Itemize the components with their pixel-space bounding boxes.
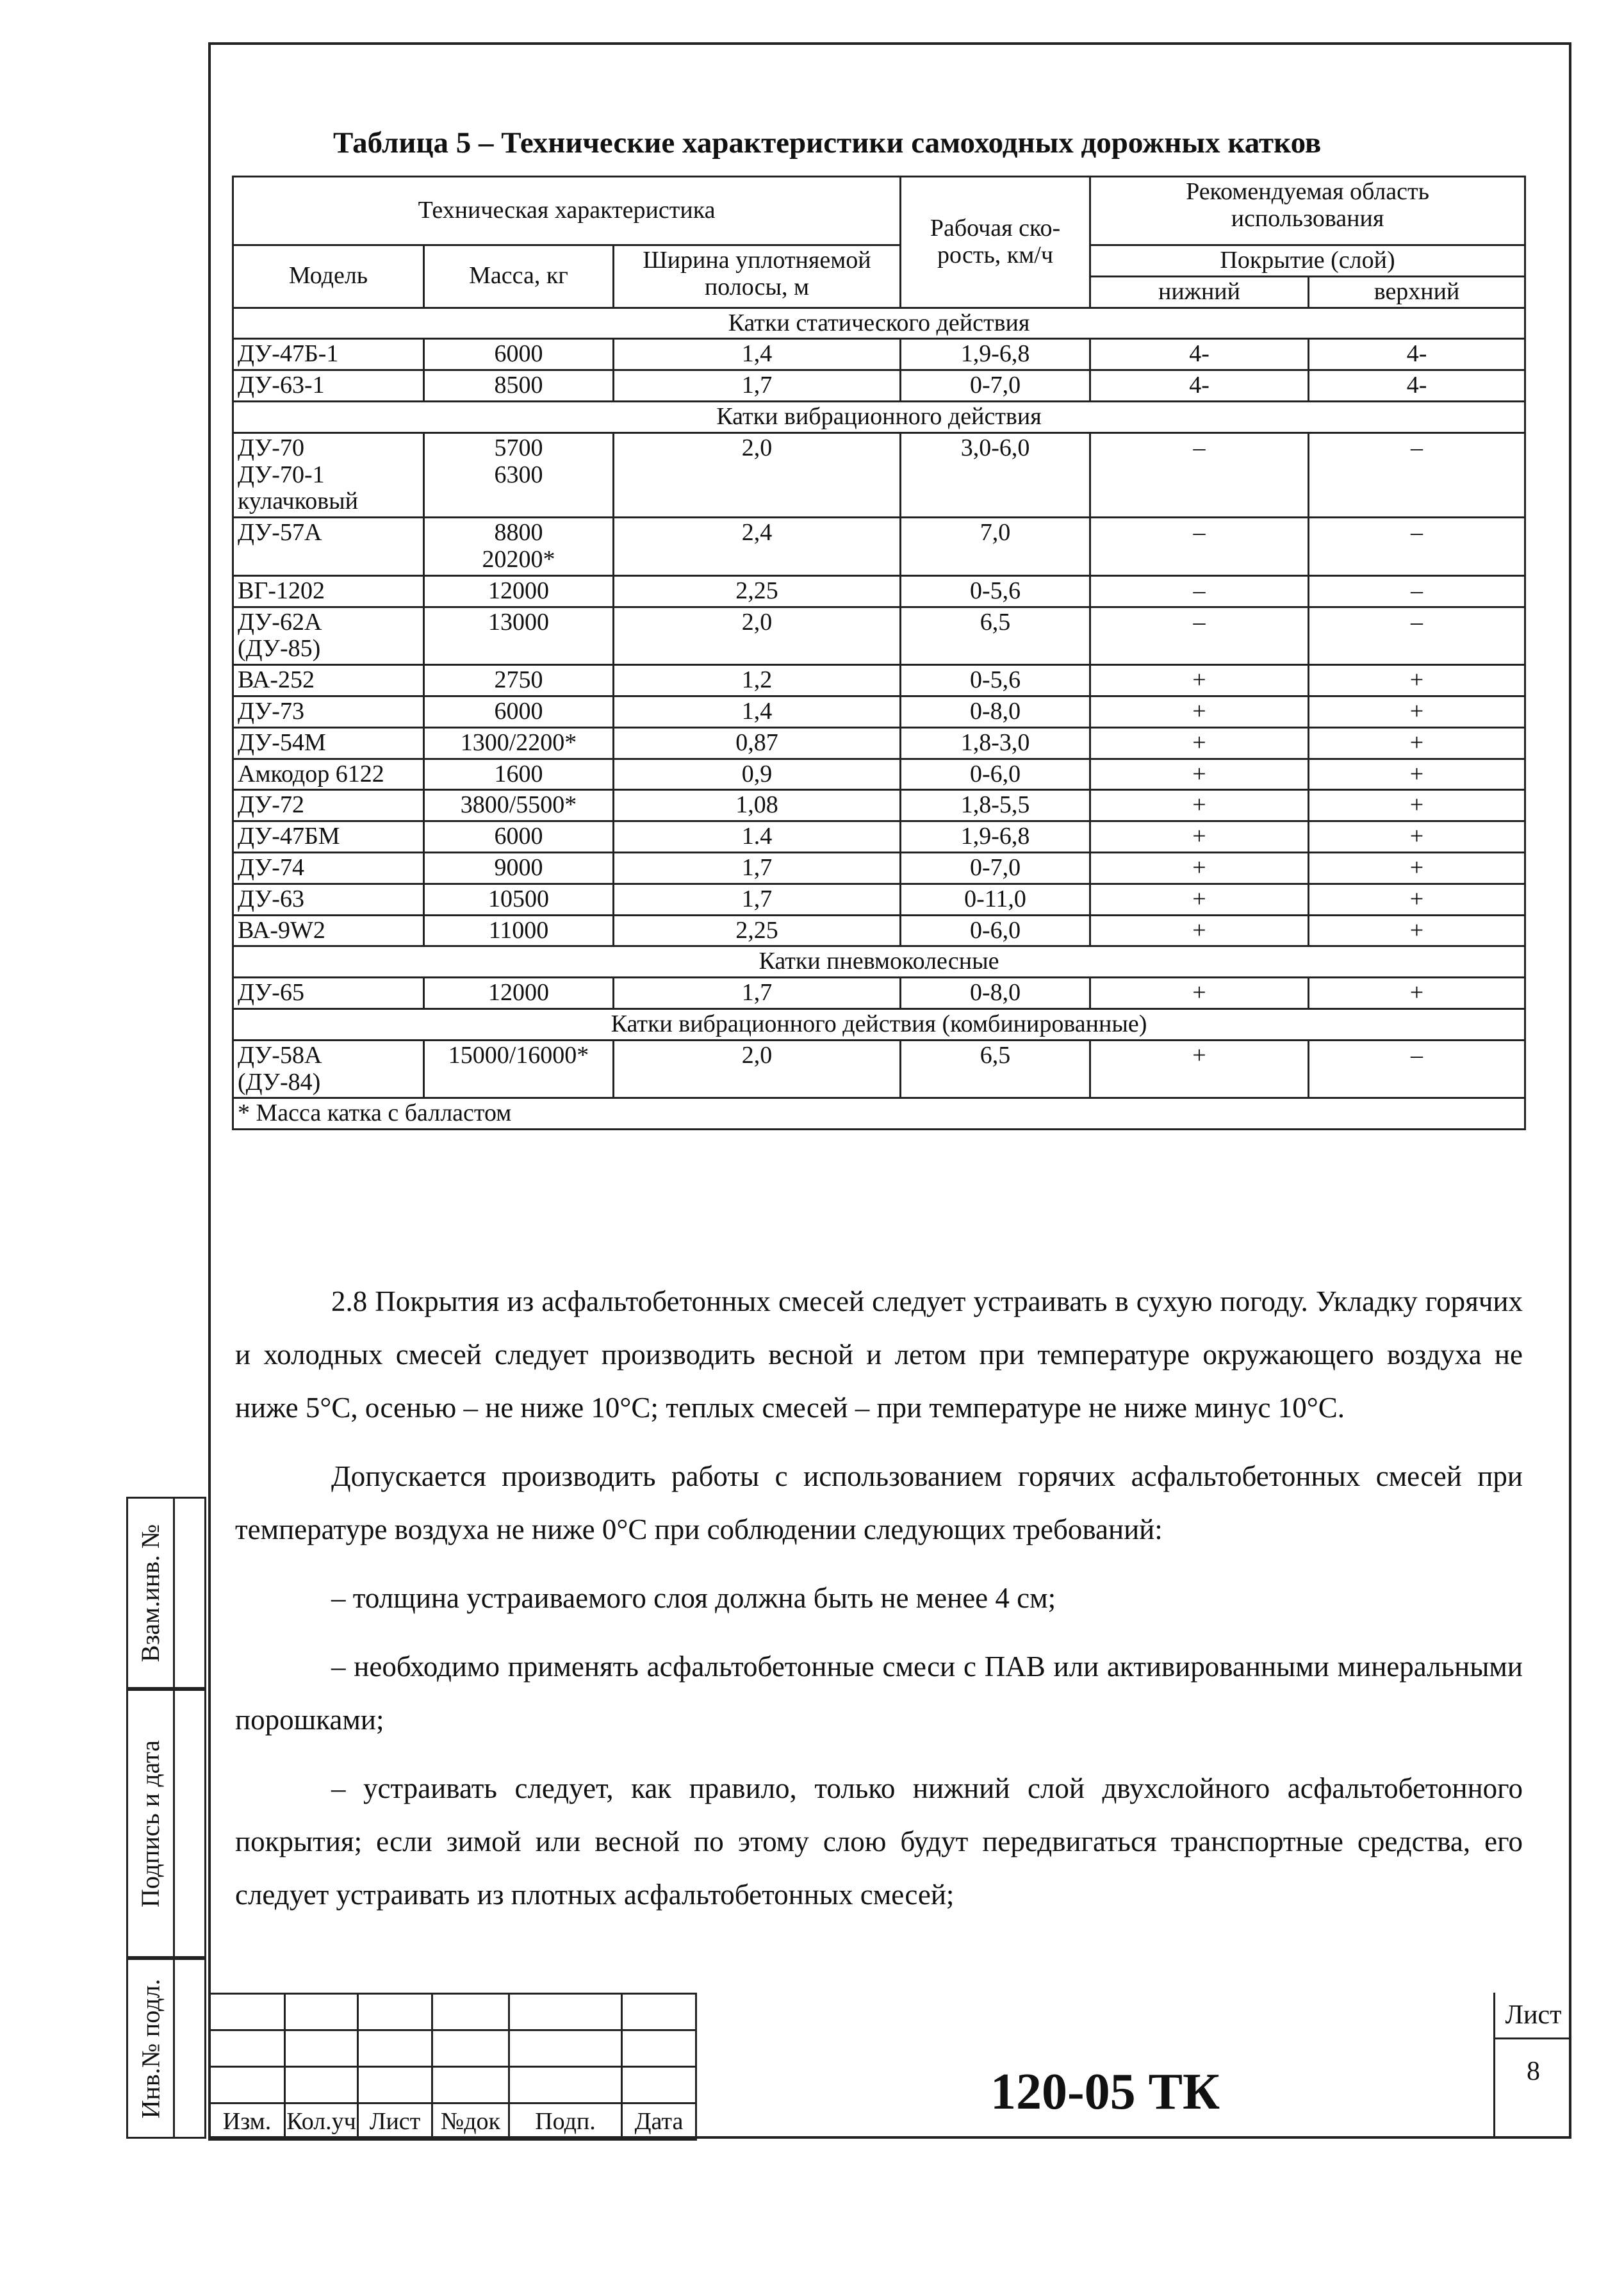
cell-speed: 0-8,0 xyxy=(901,696,1090,727)
cell-upper: – xyxy=(1309,1040,1525,1098)
cell-model: ДУ-62А (ДУ-85) xyxy=(233,607,424,665)
table-row xyxy=(233,790,1525,821)
cell-model: ДУ-47БМ xyxy=(233,821,424,853)
table-row xyxy=(233,978,1525,1009)
cell-mass: 1600 xyxy=(424,759,614,790)
cell-model: ДУ-74 xyxy=(233,852,424,884)
table-row xyxy=(233,518,1525,576)
cell-model: ДУ-57А xyxy=(233,518,424,576)
side-label: Взам.инв. № xyxy=(136,1524,165,1662)
table-row xyxy=(233,339,1525,370)
cell-width: 1.4 xyxy=(614,821,901,853)
cell-width: 2,4 xyxy=(614,518,901,576)
cell-upper: – xyxy=(1309,518,1525,576)
cell-lower: + xyxy=(1090,978,1309,1009)
cell-lower: + xyxy=(1090,915,1309,946)
table-row xyxy=(233,759,1525,790)
table-row xyxy=(233,1040,1525,1098)
cell-upper: 4- xyxy=(1309,339,1525,370)
cell-lower: – xyxy=(1090,607,1309,665)
cell-speed: 3,0-6,0 xyxy=(901,432,1090,517)
cell-upper: + xyxy=(1309,821,1525,853)
table-row xyxy=(233,696,1525,727)
cell-mass: 13000 xyxy=(424,607,614,665)
cell-upper: + xyxy=(1309,759,1525,790)
header-upper: верхний xyxy=(1309,276,1525,308)
list-item: – устраивать следует, как правило, только нижний слой двухслойного асфальтобетонного покрытия; если зимой или весной по этому слою будут передвигаться транспортные средства, его следует устраивать из плотных асфальтобетонных смесей; xyxy=(235,1772,1523,1911)
cell-model: ДУ-72 xyxy=(233,790,424,821)
table-row xyxy=(233,915,1525,946)
cell-mass: 11000 xyxy=(424,915,614,946)
cell-speed: 6,5 xyxy=(901,1040,1090,1098)
cell-speed: 1,8-5,5 xyxy=(901,790,1090,821)
cell-upper: + xyxy=(1309,915,1525,946)
cell-lower: + xyxy=(1090,821,1309,853)
cell-width: 0,9 xyxy=(614,759,901,790)
tb-col: Кол.уч xyxy=(285,2103,358,2140)
cell-speed: 1,9-6,8 xyxy=(901,339,1090,370)
cell-speed: 0-8,0 xyxy=(901,978,1090,1009)
side-stamp-inv xyxy=(126,1958,206,2139)
section-combo: Катки вибрационного действия (комбинированные) xyxy=(233,1008,1525,1040)
cell-speed: 6,5 xyxy=(901,607,1090,665)
cell-speed: 7,0 xyxy=(901,518,1090,576)
list-item: – необходимо применять асфальтобетонные смеси с ПАВ или активированными минеральными порошками; xyxy=(235,1650,1523,1736)
cell-width: 1,08 xyxy=(614,790,901,821)
cell-upper: + xyxy=(1309,727,1525,759)
cell-width: 2,0 xyxy=(614,432,901,517)
tb-col: Лист xyxy=(358,2103,432,2140)
header-speed: Рабочая ско- рость, км/ч xyxy=(901,177,1090,308)
cell-width: 2,25 xyxy=(614,575,901,607)
cell-width: 2,0 xyxy=(614,1040,901,1098)
table-row xyxy=(233,370,1525,402)
cell-speed: 1,9-6,8 xyxy=(901,821,1090,853)
cell-upper: – xyxy=(1309,575,1525,607)
cell-mass: 6000 xyxy=(424,696,614,727)
cell-model: ДУ-65 xyxy=(233,978,424,1009)
cell-model: ДУ-58А (ДУ-84) xyxy=(233,1040,424,1098)
cell-speed: 0-5,6 xyxy=(901,665,1090,696)
cell-width: 1,7 xyxy=(614,884,901,915)
cell-upper: + xyxy=(1309,790,1525,821)
cell-upper: – xyxy=(1309,432,1525,517)
cell-lower: + xyxy=(1090,852,1309,884)
tb-col: Подп. xyxy=(509,2103,622,2140)
cell-model: ДУ-63 xyxy=(233,884,424,915)
header-area: Рекомендуемая область использования xyxy=(1090,177,1525,245)
cell-width: 1,4 xyxy=(614,339,901,370)
cell-mass: 9000 xyxy=(424,852,614,884)
cell-lower: + xyxy=(1090,696,1309,727)
sheet-number: 8 xyxy=(1527,2057,1540,2086)
header-lower: нижний xyxy=(1090,276,1309,308)
cell-model: ВГ-1202 xyxy=(233,575,424,607)
cell-width: 1,4 xyxy=(614,696,901,727)
tb-col: Дата xyxy=(622,2103,696,2140)
cell-speed: 0-7,0 xyxy=(901,852,1090,884)
cell-upper: + xyxy=(1309,884,1525,915)
cell-mass: 8800 20200* xyxy=(424,518,614,576)
cell-lower: + xyxy=(1090,665,1309,696)
header-mass: Масса, кг xyxy=(424,245,614,308)
cell-upper: + xyxy=(1309,696,1525,727)
cell-mass: 12000 xyxy=(424,575,614,607)
cell-width: 2,25 xyxy=(614,915,901,946)
cell-lower: – xyxy=(1090,575,1309,607)
cell-mass: 1300/2200* xyxy=(424,727,614,759)
section-static: Катки статического действия xyxy=(233,308,1525,339)
section-vibro: Катки вибрационного действия xyxy=(233,401,1525,432)
cell-model: ДУ-47Б-1 xyxy=(233,339,424,370)
cell-width: 1,2 xyxy=(614,665,901,696)
side-label: Подпись и дата xyxy=(136,1740,165,1907)
section-pneumo: Катки пневмоколесные xyxy=(233,946,1525,978)
side-stamp-vzam xyxy=(126,1497,206,1689)
cell-width: 0,87 xyxy=(614,727,901,759)
paragraph: 2.8 Покрытия из асфальтобетонных смесей следует устраивать в сухую погоду. Укладку горячих и холодных смесей следует производить весной и летом при температуре окружающего воздуха не ниже 5°С, осенью – не ниже 10°С; теплых смесей – при температуре не ниже минус 10°С. xyxy=(235,1285,1523,1424)
title-block-header xyxy=(209,2103,696,2140)
header-row xyxy=(233,245,1525,277)
cell-lower: + xyxy=(1090,759,1309,790)
title-block xyxy=(208,1993,1571,2139)
vibro-rows xyxy=(233,665,1525,946)
cell-mass: 3800/5500* xyxy=(424,790,614,821)
cell-lower: – xyxy=(1090,432,1309,517)
side-stamp-podpis xyxy=(126,1689,206,1958)
title-block-grid xyxy=(208,1993,697,2141)
cell-upper: + xyxy=(1309,665,1525,696)
cell-upper: – xyxy=(1309,607,1525,665)
table-row xyxy=(233,884,1525,915)
cell-lower: + xyxy=(1090,727,1309,759)
cell-mass: 12000 xyxy=(424,978,614,1009)
cell-width: 1,7 xyxy=(614,370,901,402)
cell-mass: 10500 xyxy=(424,884,614,915)
table-row xyxy=(233,852,1525,884)
cell-lower: + xyxy=(1090,790,1309,821)
cell-upper: + xyxy=(1309,852,1525,884)
tb-col: №док xyxy=(432,2103,509,2140)
static-rows xyxy=(233,339,1525,402)
header-cover: Покрытие (слой) xyxy=(1090,245,1525,277)
cell-upper: 4- xyxy=(1309,370,1525,402)
side-label: Инв.№ подл. xyxy=(136,1979,165,2118)
document-code: 120-05 ТК xyxy=(990,2064,1220,2120)
cell-width: 1,7 xyxy=(614,852,901,884)
header-tech: Техническая характеристика xyxy=(233,177,901,245)
cell-lower: – xyxy=(1090,518,1309,576)
cell-model: ДУ-54М xyxy=(233,727,424,759)
cell-mass: 8500 xyxy=(424,370,614,402)
pneumo-rows xyxy=(233,978,1525,1009)
cell-model: ДУ-70 ДУ-70-1 кулачковый xyxy=(233,432,424,517)
header-width: Ширина уплотняемой полосы, м xyxy=(614,245,901,308)
cell-speed: 0-5,6 xyxy=(901,575,1090,607)
table-row xyxy=(233,607,1525,665)
cell-model: ДУ-63-1 xyxy=(233,370,424,402)
list-item: – толщина устраиваемого слоя должна быть не менее 4 см; xyxy=(331,1582,1056,1614)
table-row xyxy=(233,665,1525,696)
table-footnote: * Масса катка с балластом xyxy=(233,1098,1525,1130)
cell-mass: 15000/16000* xyxy=(424,1040,614,1098)
cell-speed: 0-7,0 xyxy=(901,370,1090,402)
cell-mass: 2750 xyxy=(424,665,614,696)
cell-mass: 6000 xyxy=(424,821,614,853)
header-model: Модель xyxy=(233,245,424,308)
table-row xyxy=(233,727,1525,759)
cell-width: 1,7 xyxy=(614,978,901,1009)
cell-lower: 4- xyxy=(1090,370,1309,402)
cell-speed: 0-6,0 xyxy=(901,759,1090,790)
paragraph: Допускается производить работы с использованием горячих асфальтобетонных смесей при температуре воздуха не ниже 0°С при соблюдении следующих требований: xyxy=(235,1460,1523,1545)
cell-model: ВА-252 xyxy=(233,665,424,696)
cell-speed: 0-6,0 xyxy=(901,915,1090,946)
cell-model: Амкодор 6122 xyxy=(233,759,424,790)
cell-lower: + xyxy=(1090,884,1309,915)
table-row xyxy=(233,575,1525,607)
table-row xyxy=(233,821,1525,853)
body-text xyxy=(235,1275,1523,1937)
sheet-box xyxy=(1493,1993,1571,2139)
tb-col: Изм. xyxy=(209,2103,285,2140)
table-row xyxy=(233,432,1525,517)
cell-lower: 4- xyxy=(1090,339,1309,370)
cell-mass: 5700 6300 xyxy=(424,432,614,517)
header-row xyxy=(233,177,1525,245)
cell-mass: 6000 xyxy=(424,339,614,370)
cell-upper: + xyxy=(1309,978,1525,1009)
table-title: Таблица 5 – Технические характеристики самоходных дорожных катков xyxy=(333,126,1322,160)
cell-speed: 1,8-3,0 xyxy=(901,727,1090,759)
cell-model: ВА-9W2 xyxy=(233,915,424,946)
cell-width: 2,0 xyxy=(614,607,901,665)
spec-table xyxy=(232,176,1526,1130)
cell-model: ДУ-73 xyxy=(233,696,424,727)
sheet-label: Лист xyxy=(1495,1993,1571,2039)
cell-speed: 0-11,0 xyxy=(901,884,1090,915)
cell-lower: + xyxy=(1090,1040,1309,1098)
